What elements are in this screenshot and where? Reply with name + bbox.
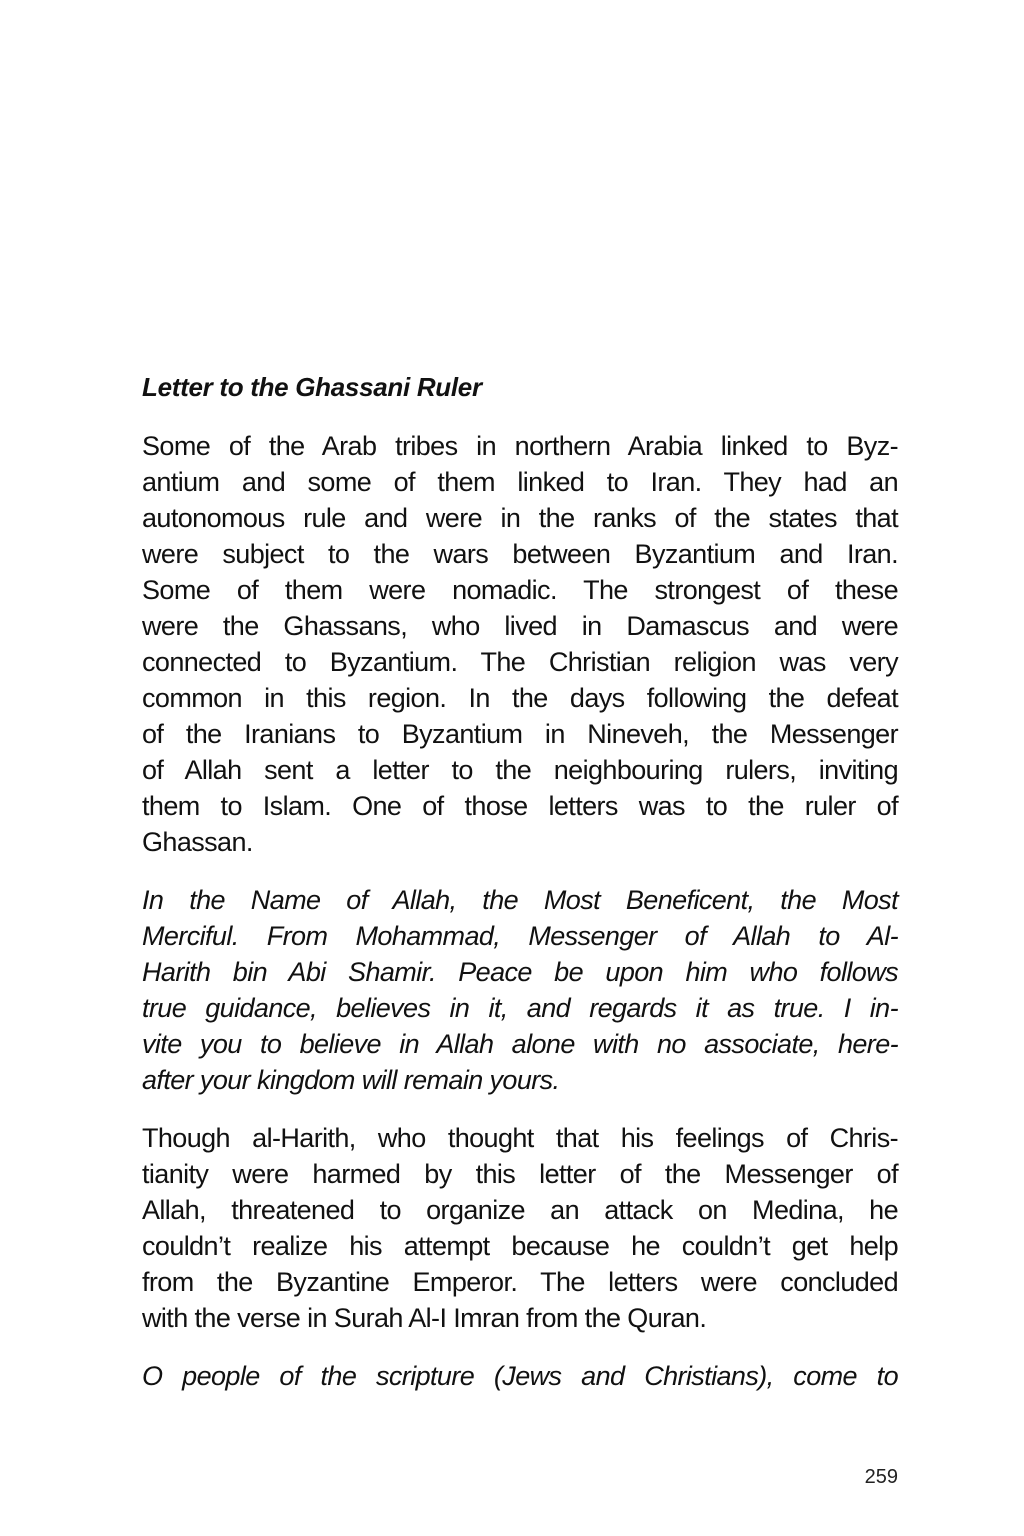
text-line: O people of the scripture (Jews and Christians), come to (142, 1361, 898, 1391)
text-line: were subject to the wars between Byzantium and Iran. (142, 539, 898, 569)
section-heading: Letter to the Ghassani Ruler (142, 372, 482, 402)
text-line: from the Byzantine Emperor. The letters were concluded (142, 1267, 898, 1297)
text-line: vite you to believe in Allah alone with no associate, here- (142, 1029, 898, 1059)
text-line: couldn’t realize his attempt because he couldn’t get help (142, 1231, 898, 1261)
text-line: tianity were harmed by this letter of the Messenger of (142, 1159, 898, 1189)
text-line: In the Name of Allah, the Most Beneficent, the Most (142, 885, 898, 915)
text-line: common in this region. In the days following the defeat (142, 683, 898, 713)
text-line: Ghassan. (142, 827, 253, 857)
text-line: autonomous rule and were in the ranks of the states that (142, 503, 898, 533)
text-line: them to Islam. One of those letters was to the ruler of (142, 791, 898, 821)
text-line: Allah, threatened to organize an attack on Medina, he (142, 1195, 898, 1225)
text-line: with the verse in Surah Al-I Imran from the Quran. (142, 1303, 707, 1333)
text-line: Harith bin Abi Shamir. Peace be upon him who follows (142, 957, 898, 987)
text-line: were the Ghassans, who lived in Damascus and were (142, 611, 898, 641)
text-line: of the Iranians to Byzantium in Nineveh, the Messenger (142, 719, 898, 749)
text-line: Though al-Harith, who thought that his feelings of Chris- (142, 1123, 898, 1153)
text-line: Merciful. From Mohammad, Messenger of Allah to Al- (142, 921, 898, 951)
text-line: of Allah sent a letter to the neighbouring rulers, inviting (142, 755, 898, 785)
text-line: after your kingdom will remain yours. (142, 1065, 560, 1095)
text-line: Some of them were nomadic. The strongest of these (142, 575, 898, 605)
text-line: antium and some of them linked to Iran. They had an (142, 467, 898, 497)
text-line: Some of the Arab tribes in northern Arabia linked to Byz- (142, 431, 898, 461)
text-line: true guidance, believes in it, and regards it as true. I in- (142, 993, 898, 1023)
text-line: connected to Byzantium. The Christian religion was very (142, 647, 898, 677)
page-number: 259 (864, 1466, 898, 1488)
